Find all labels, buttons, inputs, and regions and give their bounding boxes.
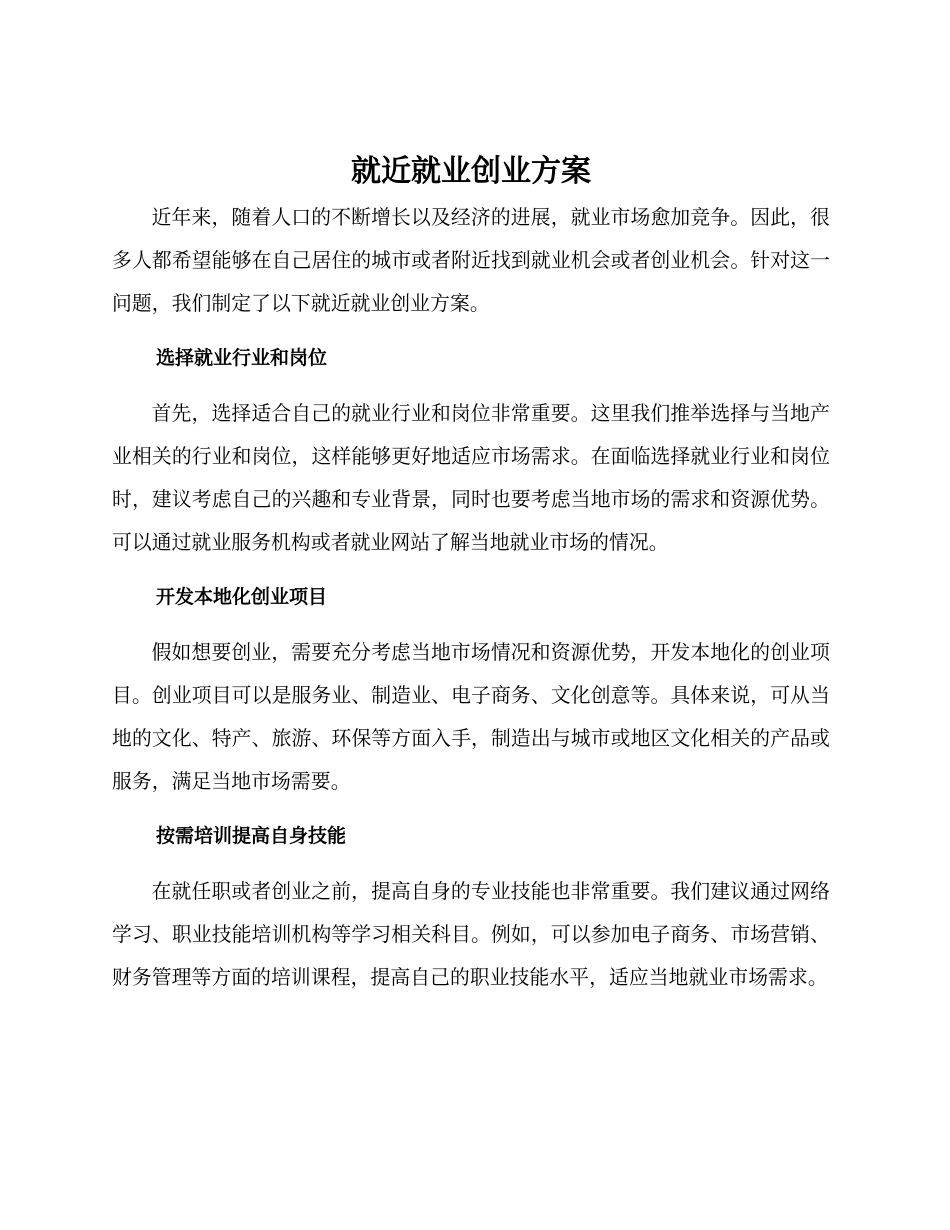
spacer [112,858,830,870]
section-heading-training: 按需培训提高自身技能 [156,825,347,847]
document-page [112,150,830,999]
section-heading-industry: 选择就业行业和岗位 [156,347,328,369]
section-heading-startup: 开发本地化创业项目 [156,586,328,608]
intro-paragraph: 近年来，随着人口的不断增长以及经济的进展，就业市场愈加竞争。因此，很多人都希望能够在自己居住的城市或者附近找到就业机会或者创业机会。针对这一问题，我们制定了以下就近就业创业方案。 [112,206,830,315]
spacer [112,564,830,576]
spacer [112,803,830,815]
section-body-training: 在就任职或者创业之前，提高自身的专业技能也非常重要。我们建议通过网络学习、职业技能培训机构等学习相关科目。例如，可以参加电子商务、市场营销、财务管理等方面的培训课程，提高自己的职业技能水平，适应当地就业市场需求。 [112,880,830,989]
section-body-industry: 首先，选择适合自己的就业行业和岗位非常重要。这里我们推举选择与当地产业相关的行业和岗位，这样能够更好地适应市场需求。在面临选择就业行业和岗位时，建议考虑自己的兴趣和专业背景，同时也要考虑当地市场的需求和资源优势。可以通过就业服务机构或者就业网站了解当地就业市场的情况。 [112,402,830,554]
section-body-startup: 假如想要创业，需要充分考虑当地市场情况和资源优势，开发本地化的创业项目。创业项目可以是服务业、制造业、电子商务、文化创意等。具体来说，可从当地的文化、特产、旅游、环保等方面入手，制造出与城市或地区文化相关的产品或服务，满足当地市场需要。 [112,641,830,793]
document-title: 就近就业创业方案 [351,154,591,189]
spacer [112,380,830,392]
spacer [112,619,830,631]
spacer [112,325,830,337]
